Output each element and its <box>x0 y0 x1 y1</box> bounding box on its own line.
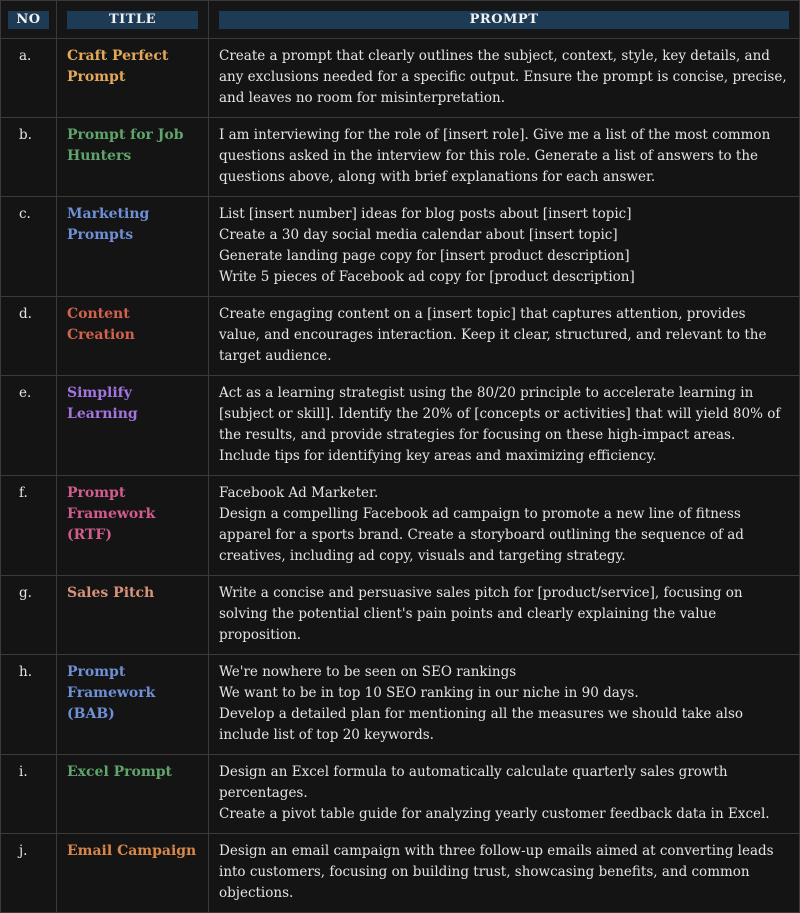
row-title-cell <box>57 297 209 376</box>
row-title-cell <box>57 476 209 576</box>
table-row <box>1 576 800 655</box>
row-title-cell <box>57 576 209 655</box>
row-title: Craft Perfect Prompt <box>67 48 169 85</box>
table-row <box>1 834 800 913</box>
table-row <box>1 197 800 297</box>
row-title: Prompt for Job Hunters <box>67 127 184 164</box>
row-prompt-cell <box>209 576 800 655</box>
row-prompt-cell <box>209 376 800 476</box>
row-number: a. <box>1 39 57 118</box>
row-prompt-cell <box>209 755 800 834</box>
table-row <box>1 376 800 476</box>
prompt-line: Design an email campaign with three follow-up emails aimed at converting leads into customers, focusing on building trust, showcasing benefits, and common objections. <box>219 843 774 901</box>
table-row <box>1 39 800 118</box>
row-number: b. <box>1 118 57 197</box>
header-title: TITLE <box>67 11 198 29</box>
header-no: NO <box>8 11 49 29</box>
prompt-line: Generate landing page copy for [insert product description] <box>219 248 630 264</box>
row-prompt-cell <box>209 297 800 376</box>
row-title: Sales Pitch <box>67 585 155 601</box>
row-prompt-cell <box>209 197 800 297</box>
row-title-cell <box>57 834 209 913</box>
row-title-cell <box>57 755 209 834</box>
prompt-line: Create engaging content on a [insert topic] that captures attention, provides value, and encourages interaction. Keep it clear, structured, and relevant to the target audience. <box>219 306 767 364</box>
table-row <box>1 297 800 376</box>
row-prompt-cell <box>209 118 800 197</box>
row-prompt-cell <box>209 39 800 118</box>
header-no-cell <box>1 1 57 39</box>
header-row <box>1 1 800 39</box>
row-title: Content Creation <box>67 306 135 343</box>
table-row <box>1 476 800 576</box>
table-row <box>1 655 800 755</box>
prompt-line: Create a pivot table guide for analyzing yearly customer feedback data in Excel. <box>219 806 770 822</box>
row-title: Marketing Prompts <box>67 206 150 243</box>
row-number: h. <box>1 655 57 755</box>
prompt-line: List [insert number] ideas for blog posts about [insert topic] <box>219 206 632 222</box>
table-row <box>1 755 800 834</box>
row-number: f. <box>1 476 57 576</box>
row-number: i. <box>1 755 57 834</box>
row-title: Prompt Framework (RTF) <box>67 485 156 543</box>
row-title: Prompt Framework (BAB) <box>67 664 156 722</box>
row-title-cell <box>57 197 209 297</box>
table-body <box>1 39 800 913</box>
row-number: g. <box>1 576 57 655</box>
prompt-line: I am interviewing for the role of [insert role]. Give me a list of the most common questions asked in the interview for this role. Generate a list of answers to the questions above, along with brief explanations for each answer. <box>219 127 771 185</box>
prompt-line: Develop a detailed plan for mentioning all the measures we should take also include list of top 20 keywords. <box>219 706 744 743</box>
row-title-cell <box>57 39 209 118</box>
prompt-line: Create a prompt that clearly outlines the subject, context, style, key details, and any exclusions needed for a specific output. Ensure the prompt is concise, precise, and leaves no room for misinterpretation. <box>219 48 787 106</box>
row-number: e. <box>1 376 57 476</box>
row-title-cell <box>57 655 209 755</box>
header-prompt: PROMPT <box>219 11 789 29</box>
row-title: Simplify Learning <box>67 385 138 422</box>
row-title: Excel Prompt <box>67 764 172 780</box>
prompt-line: Facebook Ad Marketer. <box>219 485 379 501</box>
prompt-line: Design a compelling Facebook ad campaign to promote a new line of fitness apparel for a sports brand. Create a storyboard outlining the sequence of ad creatives, including ad copy, visuals and targeting strategy. <box>219 506 744 564</box>
prompt-line: Write a concise and persuasive sales pitch for [product/service], focusing on solving the potential client's pain points and clearly explaining the value proposition. <box>219 585 743 643</box>
row-title: Email Campaign <box>67 843 197 859</box>
row-title-cell <box>57 118 209 197</box>
prompt-line: We're nowhere to be seen on SEO rankings <box>219 664 517 680</box>
row-prompt-cell <box>209 655 800 755</box>
header-title-cell <box>57 1 209 39</box>
prompt-line: We want to be in top 10 SEO ranking in our niche in 90 days. <box>219 685 639 701</box>
table-row <box>1 118 800 197</box>
row-number: c. <box>1 197 57 297</box>
row-prompt-cell <box>209 834 800 913</box>
row-number: d. <box>1 297 57 376</box>
prompt-line: Write 5 pieces of Facebook ad copy for [product description] <box>219 269 635 285</box>
prompt-line: Act as a learning strategist using the 80/20 principle to accelerate learning in [subject or skill]. Identify the 20% of [concepts or activities] that will yield 80% of the results, and provide strategies for focusing on these high-impact areas. Include tips for identifying key areas and maximizing efficiency. <box>219 385 781 464</box>
row-prompt-cell <box>209 476 800 576</box>
row-title-cell <box>57 376 209 476</box>
prompt-line: Create a 30 day social media calendar about [insert topic] <box>219 227 618 243</box>
header-prompt-cell <box>209 1 800 39</box>
prompt-line: Design an Excel formula to automatically calculate quarterly sales growth percentages. <box>219 764 728 801</box>
row-number: j. <box>1 834 57 913</box>
